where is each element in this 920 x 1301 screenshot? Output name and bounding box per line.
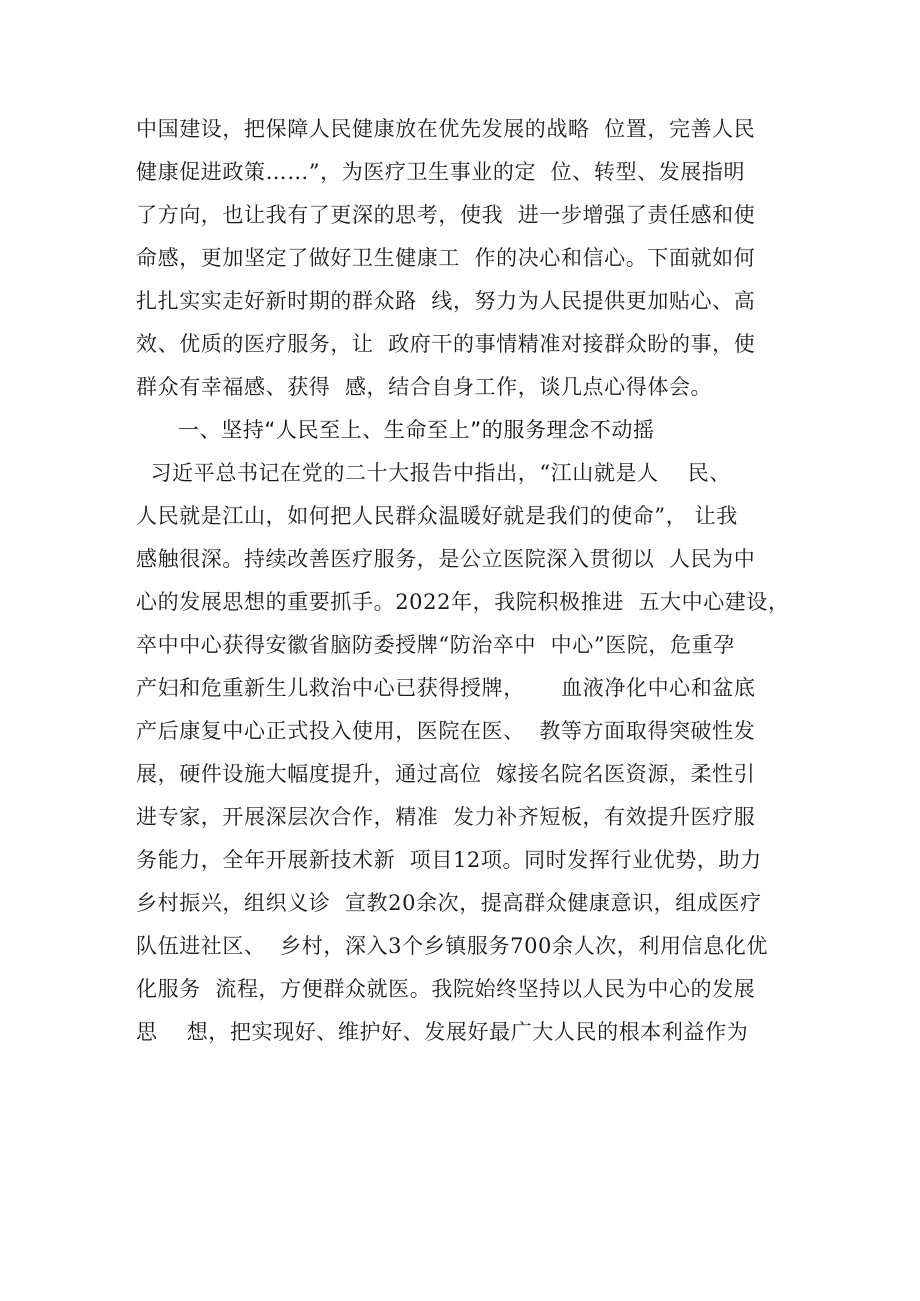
text-line: 扎扎实实走好新时期的群众路 线，努力为人民提供更加贴心、高 [136,289,756,313]
text-line: 人民就是江山，如何把人民群众温暖好就是我们的使命”， 让我 [136,504,738,528]
text-line: 展，硬件设施大幅度提升，通过高位 嫁接名院名医资源，柔性引 [136,762,756,786]
text-line: 中国建设，把保障人民健康放在优先发展的战略 位置，完善人民 [136,117,756,141]
text-line: 化服务 流程，方便群众就医。我院始终坚持以人民为中心的发展 [136,977,756,1001]
text-line: 心的发展思想的重要抓手。2022年，我院积极推进 五大中心建设， [136,590,790,614]
text-line: 队伍进社区、 乡村，深入3个乡镇服务700余人次，利用信息化优 [136,934,768,958]
text-line: 效、优质的医疗服务，让 政府干的事情精准对接群众盼的事，使 [136,332,756,356]
text-line: 群众有幸福感、获得 感，结合自身工作，谈几点心得体会。 [136,375,713,399]
section-heading: 一、坚持“人民至上、生命至上”的服务理念不动摇 [178,418,655,442]
text-line: 习近平总书记在党的二十大报告中指出，“江山就是人 民、 [136,461,731,485]
text-line: 产妇和危重新生儿救治中心已获得授牌， 血液净化中心和盆底 [136,676,756,700]
text-line: 命感，更加坚定了做好卫生健康工 作的决心和信心。下面就如何 [136,246,756,270]
text-line: 卒中中心获得安徽省脑防委授牌“防治卒中 中心”医院，危重孕 [136,633,735,657]
text-line: 产后康复中心正式投入使用，医院在医、 教等方面取得突破性发 [136,719,756,743]
text-line: 健康促进政策……”，为医疗卫生事业的定 位、转型、发展指明 [136,160,746,184]
text-line: 进专家，开展深层次合作，精准 发力补齐短板，有效提升医疗服 [136,805,756,829]
text-line: 务能力，全年开展新技术新 项目12项。同时发挥行业优势，助力 [136,848,762,872]
text-line: 了方向，也让我有了更深的思考，使我 进一步增强了责任感和使 [136,203,756,227]
text-line: 乡村振兴，组织义诊 宣教20余次，提高群众健康意识，组成医疗 [136,891,762,915]
text-line: 感触很深。持续改善医疗服务，是公立医院深入贯彻以 人民为中 [136,547,756,571]
text-line: 思 想，把实现好、维护好、发展好最广大人民的根本利益作为 [136,1020,749,1044]
